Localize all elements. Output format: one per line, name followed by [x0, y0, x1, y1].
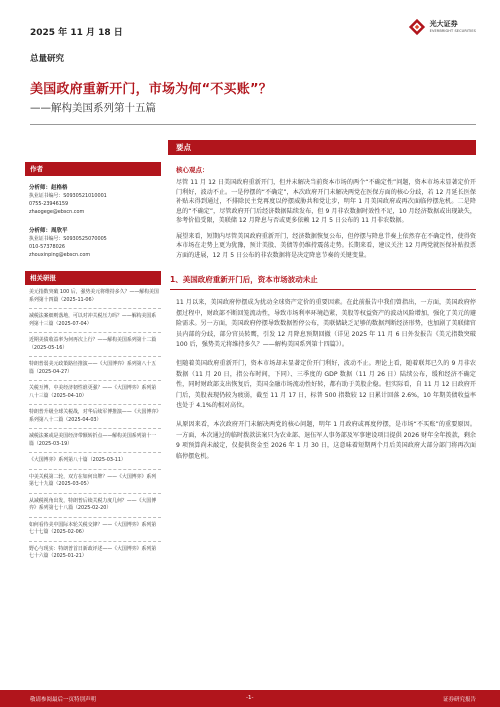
analyst-card [25, 176, 161, 216]
everbright-logo-icon [408, 18, 426, 36]
body-paragraph: 11 月以来，美国政府停摆成为扰动全球资产定价的重要因素。在此前报告中我们曾指出，一方面，美国政府停摆过程中，财政部不断回笼流动性，导致市场利率环境趋紧，美股等权益资产的波动风险增加，强化了美元的避险需求。另一方面，美国政府停摆导致数据暂停公布，美联储缺乏足够的数据判断经济形势，也加剧了美联储官员内部的分歧，部分官员转鹰，引发 12 月降息预期回撤（详见 2025 年 11 月 6 日外发报告《美元指数突破 100 后，强势美元将维持多久？——解构美国系列第十四篇》）。 [176, 299, 476, 349]
related-research [25, 271, 161, 565]
analyst-email[interactable]: zhaogege@ebscn.com [29, 209, 85, 215]
analyst-card [25, 216, 161, 259]
related-report-link[interactable]: 《大国博弈》系列第八十篇（2025-03-11） [29, 453, 161, 470]
core-view-label: 核心观点： [176, 166, 209, 174]
header-divider [30, 124, 476, 125]
related-report-link[interactable]: 减税法案或是美国经济带额转折点——解构美国系列第十一篇（2025-03-19） [29, 429, 161, 453]
related-report-link[interactable]: 减税法案细则落地，可以对冲关税压力吗？——解构美国系列第十三篇（2025-07-04） [29, 309, 161, 333]
body-paragraph: 从原因来看，本次政府开门未解决两党的核心问题，明年 1 月政府或再度停摆，是市场“不买账”的重要原因。一方面，本次通过的临时拨款法案只为农业部、退伍军人事务部及军事建设项目提供 2026 财年全年拨款，剩余 9 项预算尚未敲定，仅提供资金至 2026 年 1 月 30 日，这意味着短期两个月后美国政府大部分部门将再次面临停摆危机。 [176, 420, 476, 460]
core-paragraph: 展望来看，短期内尽管美国政府重新开门，经济数据恢复公布，但停摆与降息节奏上依然存在不确定性，使得资本市场在走势上更为犹豫，预计美股、美债等仍维持震荡走势。长期来看，建议关注 12 月两党就医保补贴投票方面的进展，12 月 5 日公布的非农数据将是决定降息节奏的关键变量。 [176, 232, 476, 259]
report-date: 2025 年 11 月 18 日 [30, 28, 123, 38]
authors-heading: 作者 [25, 162, 161, 176]
related-report-link[interactable]: 特朗普弱美元政策路径推演——《大国博弈》系列第八十五篇（2025-04-27） [29, 357, 161, 381]
core-paragraph: 尽管 11 月 12 日美国政府重新开门，但并未解决当前资本市场的两个“不确定性”问题，资本市场未显著定价开门利好，波动不止。一是停摆的“不确定”，本次政府开门未解决两党在医保方面的核心分歧，若 12 月延长医保补贴未得到通过，不排除民主党再度以停摆威胁共和党让步，明年 1 月美国政府或再次面临停摆危机。二是降息的“不确定”，尽管政府开门后经济数据陆续发布，但 9 月非农数据时效性不足，10 月经济数据或出现缺失，参考价值受限，美联储 12 月降息与否或更多依赖 12 月 5 日公布的 11 月非农数据。 [176, 179, 476, 224]
report-type-label: 证券研究报告 [442, 697, 476, 703]
analyst-phone: 010-57378026 [29, 244, 65, 250]
related-research-list [25, 285, 161, 565]
report-category: 总量研究 [30, 54, 65, 64]
analyst-phone: 0755-23946159 [29, 201, 69, 207]
sidebar [25, 162, 161, 565]
related-report-link[interactable]: 近期美债收益率为何再次上行？——解构美国系列第十二篇（2025-05-16） [29, 333, 161, 357]
related-report-link[interactable]: 特朗普升级全球关税战，对华后续军博推演——《大国博弈》系列第八十二篇（2025-04-03） [29, 405, 161, 429]
logo-chinese-name: 光大证券 [429, 20, 458, 29]
analyst-name: 分析师：周欣平 [29, 228, 68, 234]
body-paragraph: 但随着美国政府重新开门，资本市场却未显著定价开门利好，波动不止。理论上看，随着联邦已久的 9 月非农数据（11 月 20 日，指公布时间，下同）、三季度的 GDP 数据（11 月 26 日）陆续公布，缓和经济不确定性，同时财政部支出恢复后，美国金融市场流动性好转，都有助于美股企稳。但实际看，自 11 月 12 日政府开门后，美股表现仍较为疲弱，截至 11 月 17 日，标普 500 指数较 12 日累计回落 2.6%，10 年期美债收益率也处于 4.1%的相对高位。 [176, 359, 476, 410]
report-title: 美国政府重新开门，市场为何“不买账”？ [30, 82, 272, 97]
page-number: -1- [246, 695, 254, 701]
main-content [172, 140, 476, 462]
analyst-license: 执业证书编号：S0930525070005 [29, 236, 107, 242]
logo-english-name: EVERBRIGHT SECURITIES [429, 28, 476, 33]
brand-logo [408, 18, 476, 36]
analyst-license: 执业证书编号：S0930521010001 [29, 193, 107, 199]
related-report-link[interactable]: 中美关税第二轮，双方在如何出牌？——《大国博弈》系列第七十九篇（2025-03-05） [29, 470, 161, 494]
analyst-email[interactable]: zhouxinping@ebscn.com [29, 252, 91, 258]
section-heading: 1、美国政府重新开门后，资本市场波动未止 [170, 275, 318, 284]
related-report-link[interactable]: 美元指数突破 100 后，强势美元将维持多久？——解构美国系列第十四篇（2025-11-06） [29, 285, 161, 309]
related-report-link[interactable]: 如何看待美中国际本轮关税交锋？——《大国博弈》系列第七十七篇（2025-02-06） [29, 518, 161, 542]
related-report-link[interactable]: 从减税视角出发，特朗普后续关税力度几何？——《大国博弈》系列第七十八篇（2025-02-20） [29, 494, 161, 518]
analyst-name: 分析师：赵格格 [29, 185, 68, 191]
page-footer [0, 690, 500, 707]
report-subtitle: ——解构美国系列第十五篇 [30, 102, 156, 114]
related-report-link[interactable]: 野心与现实：特朗普首日新政评述——《大国博弈》系列第七十六篇（2025-01-21） [29, 545, 157, 559]
section-divider [170, 289, 476, 290]
related-report-link[interactable]: 关税互博，中美经济韧性谁更强？——《大国博弈》系列第八十三篇（2025-04-10） [29, 381, 161, 405]
related-research-heading: 相关研报 [25, 271, 161, 285]
disclaimer-note: 敬请参阅最后一页特别声明 [30, 697, 97, 703]
key-points-heading: 要点 [168, 140, 476, 155]
